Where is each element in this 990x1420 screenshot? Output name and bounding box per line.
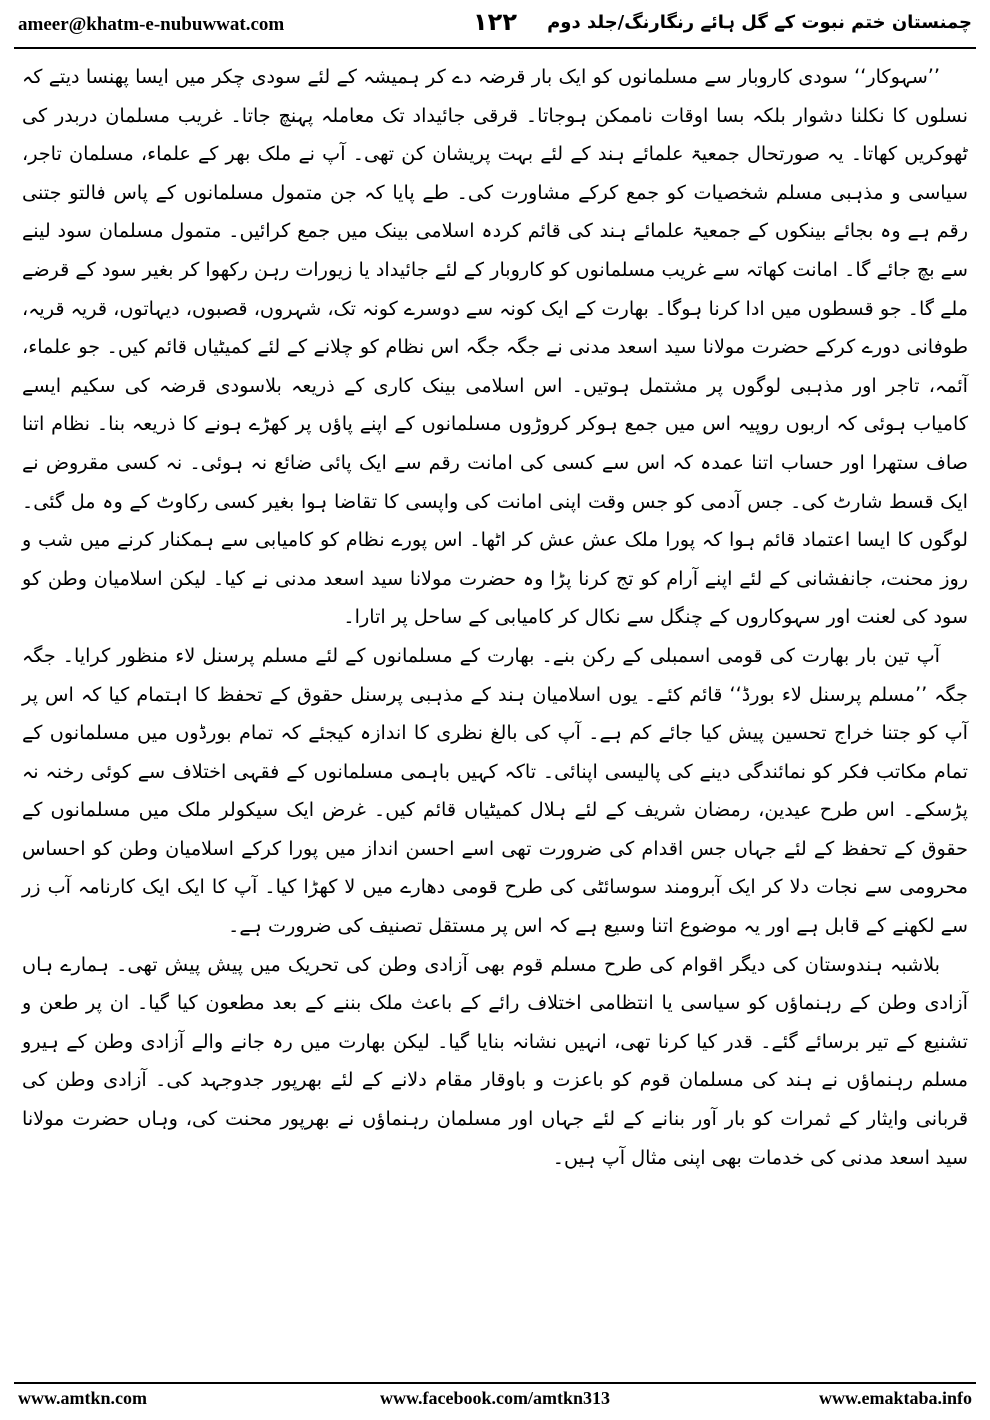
header-email[interactable]: ameer@khatm-e-nubuwwat.com — [18, 14, 285, 35]
footer-link-emaktaba[interactable]: www.emaktaba.info — [818, 1388, 972, 1408]
footer-link-amtkn[interactable]: www.amtkn.com — [18, 1388, 147, 1408]
page-number: ۱۲۲ — [473, 8, 517, 36]
page-header — [18, 10, 972, 42]
body-text — [22, 58, 968, 1177]
footer-divider — [14, 1382, 976, 1384]
book-title: چمنستان ختم نبوت کے گل ہائے رنگارنگ/جلد دوم — [547, 12, 972, 33]
page-footer — [18, 1388, 972, 1414]
paragraph-1: ’’سہوکار‘‘ سودی کاروبار سے مسلمانوں کو ایک بار قرضہ دے کر ہمیشہ کے لئے سودی چکر میں ایسا پھنسا دیتے کہ نسلوں کا نکلنا دشوار بلکہ بسا اوقات ناممکن ہوجاتا۔ قرقی جائیداد تک معاملہ پہنچ جاتا۔ غریب مسلمان دربدر کی ٹھوکریں کھاتا۔ یہ صورتحال جمعیۃ علمائے ہند کے لئے بہت پریشان کن تھی۔ آپ نے ملک بھر کے علماء، مسلمان تاجر، سیاسی و مذہبی مسلم شخصیات کو جمع کرکے مشاورت کی۔ طے پایا کہ جن متمول مسلمانوں کے پاس فالتو جتنی رقم ہے وہ بجائے بینکوں کے جمعیۃ علمائے ہند کی قائم کردہ اسلامی بینک میں جمع کرائیں۔ متمول مسلمان سود لینے سے بچ جائے گا۔ امانت کھاتہ سے غریب مسلمانوں کو کاروبار کے لئے جائیداد یا زیورات رہن رکھوا کر بغیر سود کے قرضے ملے گا۔ جو قسطوں میں ادا کرنا ہوگا۔ بھارت کے ایک کونہ سے دوسرے کونہ تک، شہروں، قصبوں، دیہاتوں، قریہ قریہ، طوفانی دورے کرکے حضرت مولانا سید اسعد مدنی نے جگہ جگہ اس نظام کو چلانے کے لئے کمیٹیاں قائم کیں۔ جو علماء، آئمہ، تاجر اور مذہبی لوگوں پر مشتمل ہوتیں۔ اس اسلامی بینک کاری کے ذریعہ بلاسودی قرضہ کی سکیم ایسے کامیاب ہوئی کہ اربوں روپیہ اس میں جمع ہوکر کروڑوں مسلمانوں کے اپنے پاؤں پر کھڑے ہونے کا ذریعہ بنا۔ نظام اتنا صاف ستھرا اور حساب اتنا عمدہ کہ اس سے کسی کی امانت رقم سے ایک پائی ضائع نہ ہوئی۔ نہ کسی مقروض نے ایک قسط شارٹ کی۔ جس آدمی کو جس وقت اپنی امانت کی واپسی کا تقاضا ہوا بغیر کسی رکاوٹ کے وہ مل گئی۔ لوگوں کا ایسا اعتماد قائم ہوا کہ پورا ملک عش عش کر اٹھا۔ اس پورے نظام کو کامیابی سے ہمکنار کرنے میں شب و روز محنت، جانفشانی کے لئے اپنے آرام کو تج کرنا پڑا وہ حضرت مولانا سید اسعد مدنی نے کیا۔ لیکن اسلامیان وطن کو سود کی لعنت اور سہوکاروں کے چنگل سے نکال کر کامیابی کے ساحل پر اتارا۔ — [22, 65, 968, 629]
paragraph-3: بلاشبہ ہندوستان کی دیگر اقوام کی طرح مسلم قوم بھی آزادی وطن کی تحریک میں پیش پیش تھی۔ ہمارے ہاں آزادی وطن کے رہنماؤں کو سیاسی یا انتظامی اختلاف رائے کے باعث ملک بننے کے بعد مطعون کیا گیا۔ ان پر طعن و تشنیع کے تیر برسائے گئے۔ قدر کیا کرنا تھی، انہیں نشانہ بنایا گیا۔ لیکن بھارت میں رہ جانے والے آزادی وطن کے ہیرو مسلم رہنماؤں نے ہند کی مسلمان قوم کو باعزت و باوقار مقام دلانے کے لئے بھرپور جدوجہد کی۔ آزادی وطن کی قربانی وایثار کے ثمرات کو بار آور بنانے کے لئے جہاں اور مسلمان رہنماؤں نے بھرپور محنت کی، وہاں حضرت مولانا سید اسعد مدنی کی خدمات بھی اپنی مثال آپ ہیں۔ — [22, 952, 968, 1169]
footer-link-facebook[interactable]: www.facebook.com/amtkn313 — [380, 1388, 610, 1408]
header-divider — [14, 47, 976, 49]
paragraph-2: آپ تین بار بھارت کی قومی اسمبلی کے رکن بنے۔ بھارت کے مسلمانوں کے لئے مسلم پرسنل لاء منظور کرایا۔ جگہ جگہ ’’مسلم پرسنل لاء بورڈ‘‘ قائم کئے۔ یوں اسلامیان ہند کے مذہبی پرسنل حقوق کے تحفظ کا اہتمام کیا کہ اس پر آپ کو جتنا خراج تحسین پیش کیا جائے کم ہے۔ آپ کی بالغ نظری کا اندازہ کیجئے کہ تمام بورڈوں میں مسلمانوں کے تمام مکاتب فکر کو نمائندگی دینے کی پالیسی اپنائی۔ تاکہ کہیں باہمی مسلمانوں کے فقہی اختلاف سے کوئی رخنہ نہ پڑسکے۔ اس طرح عیدین، رمضان شریف کے لئے ہلال کمیٹیاں قائم کیں۔ غرض ایک سیکولر ملک میں مسلمانوں کے حقوق کے تحفظ کے لئے جہاں جس اقدام کی ضرورت تھی اسے احسن انداز میں پورا کرکے اسلامیان وطن کو احساس محرومی سے نجات دلا کر ایک آبرومند سوسائٹی کی طرح قومی دھارے میں لا کھڑا کیا۔ آپ کا ایک ایک کارنامہ آب زر سے لکھنے کے قابل ہے اور یہ موضوع اتنا وسیع ہے کہ اس پر مستقل تصنیف کی ضرورت ہے۔ — [22, 643, 968, 938]
